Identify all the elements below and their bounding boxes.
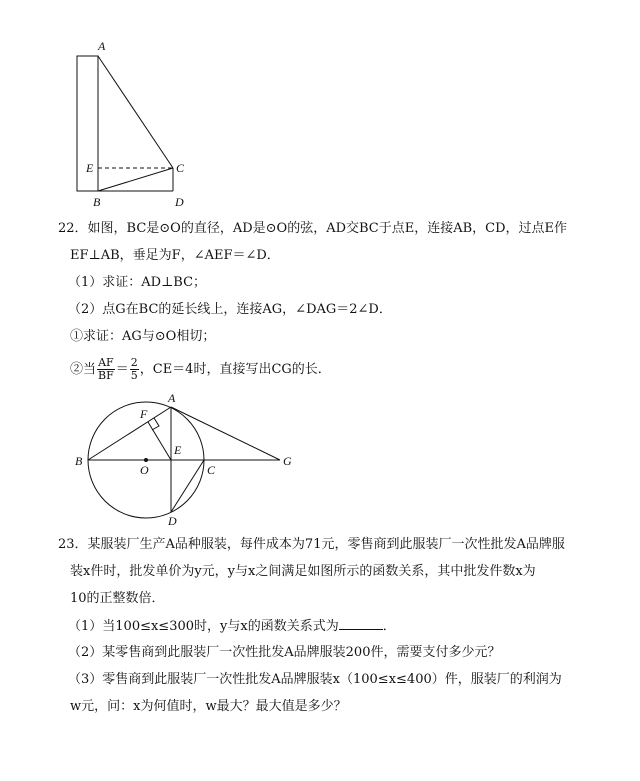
fraction-af: AF: [98, 356, 114, 369]
label-e: E: [174, 443, 182, 457]
fraction-bf: BF: [98, 369, 114, 382]
segment-bc: [98, 168, 173, 191]
segment-ag: [171, 407, 280, 460]
q23-line3: 10的正整数倍．: [70, 591, 165, 606]
figure-rectangle-triangle: [60, 38, 210, 210]
segment-ab: [88, 407, 171, 460]
q22-line2: EF⊥AB，垂足为F，∠AEF＝∠D．: [70, 248, 280, 263]
label-d: D: [168, 514, 177, 528]
label-c: C: [176, 161, 185, 175]
q22-line1: 22．如图，BC是⊙O的直径，AD是⊙O的弦，AD交BC于点E，连接AB，CD，过点E作: [58, 221, 568, 236]
figure-circle-tangent: [70, 390, 310, 530]
right-angle-mark: [152, 418, 159, 430]
q22-sub1: ①求证：AG与⊙O相切；: [70, 329, 216, 344]
label-g: G: [283, 454, 292, 468]
q23-part1-prefix: （1）当100≤x≤300时，y与x的函数关系式为: [68, 619, 339, 634]
q23-line1: 23．某服装厂生产A品种服装，每件成本为71元，零售商到此服装厂一次性批发A品牌服: [58, 537, 565, 552]
q22-sub2-prefix: ②当: [70, 362, 97, 377]
fraction-2: 2: [130, 356, 138, 369]
answer-blank[interactable]: [339, 616, 383, 630]
fraction-5: 5: [130, 369, 138, 382]
q22-sub2-suffix: ，CE＝4时，直接写出CG的长．: [139, 362, 331, 377]
label-b: B: [93, 195, 101, 209]
q22-part2: （2）点G在BC的延长线上，连接AG，∠DAG＝2∠D．: [68, 302, 392, 317]
label-c: C: [207, 463, 216, 477]
label-b: B: [75, 454, 83, 468]
q22-sub2-eq: ＝: [115, 362, 129, 377]
segment-ac: [98, 56, 173, 168]
label-o: O: [140, 463, 149, 477]
fraction-2-5: [130, 357, 139, 382]
q23-line2: 装x件时，批发单价为y元，y与x之间满足如图所示的函数关系，其中批发件数x为: [70, 564, 536, 579]
q22-sub2: [70, 355, 331, 385]
fraction-af-bf: [97, 357, 115, 382]
label-f: F: [140, 407, 148, 421]
label-a: A: [168, 391, 176, 405]
q23-part1-suffix: ．: [382, 619, 396, 634]
q23-part3-line2: w元，问：x为何值时，w最大？最大值是多少？: [70, 699, 347, 714]
q23-part2: （2）某零售商到此服装厂一次性批发A品牌服装200件，需要支付多少元？: [68, 645, 501, 660]
q22-part1: （1）求证：AD⊥BC；: [68, 275, 207, 290]
center-point-o: [144, 458, 148, 462]
label-d: D: [175, 195, 184, 209]
label-e: E: [86, 161, 94, 175]
segment-ef: [148, 422, 171, 460]
q23-part3-line1: （3）零售商到此服装厂一次性批发A品牌服装x（100≤x≤400）件，服装厂的利润为: [68, 672, 562, 687]
label-a: A: [98, 39, 106, 53]
segment-cd: [171, 460, 204, 512]
q23-part1: [68, 616, 396, 637]
